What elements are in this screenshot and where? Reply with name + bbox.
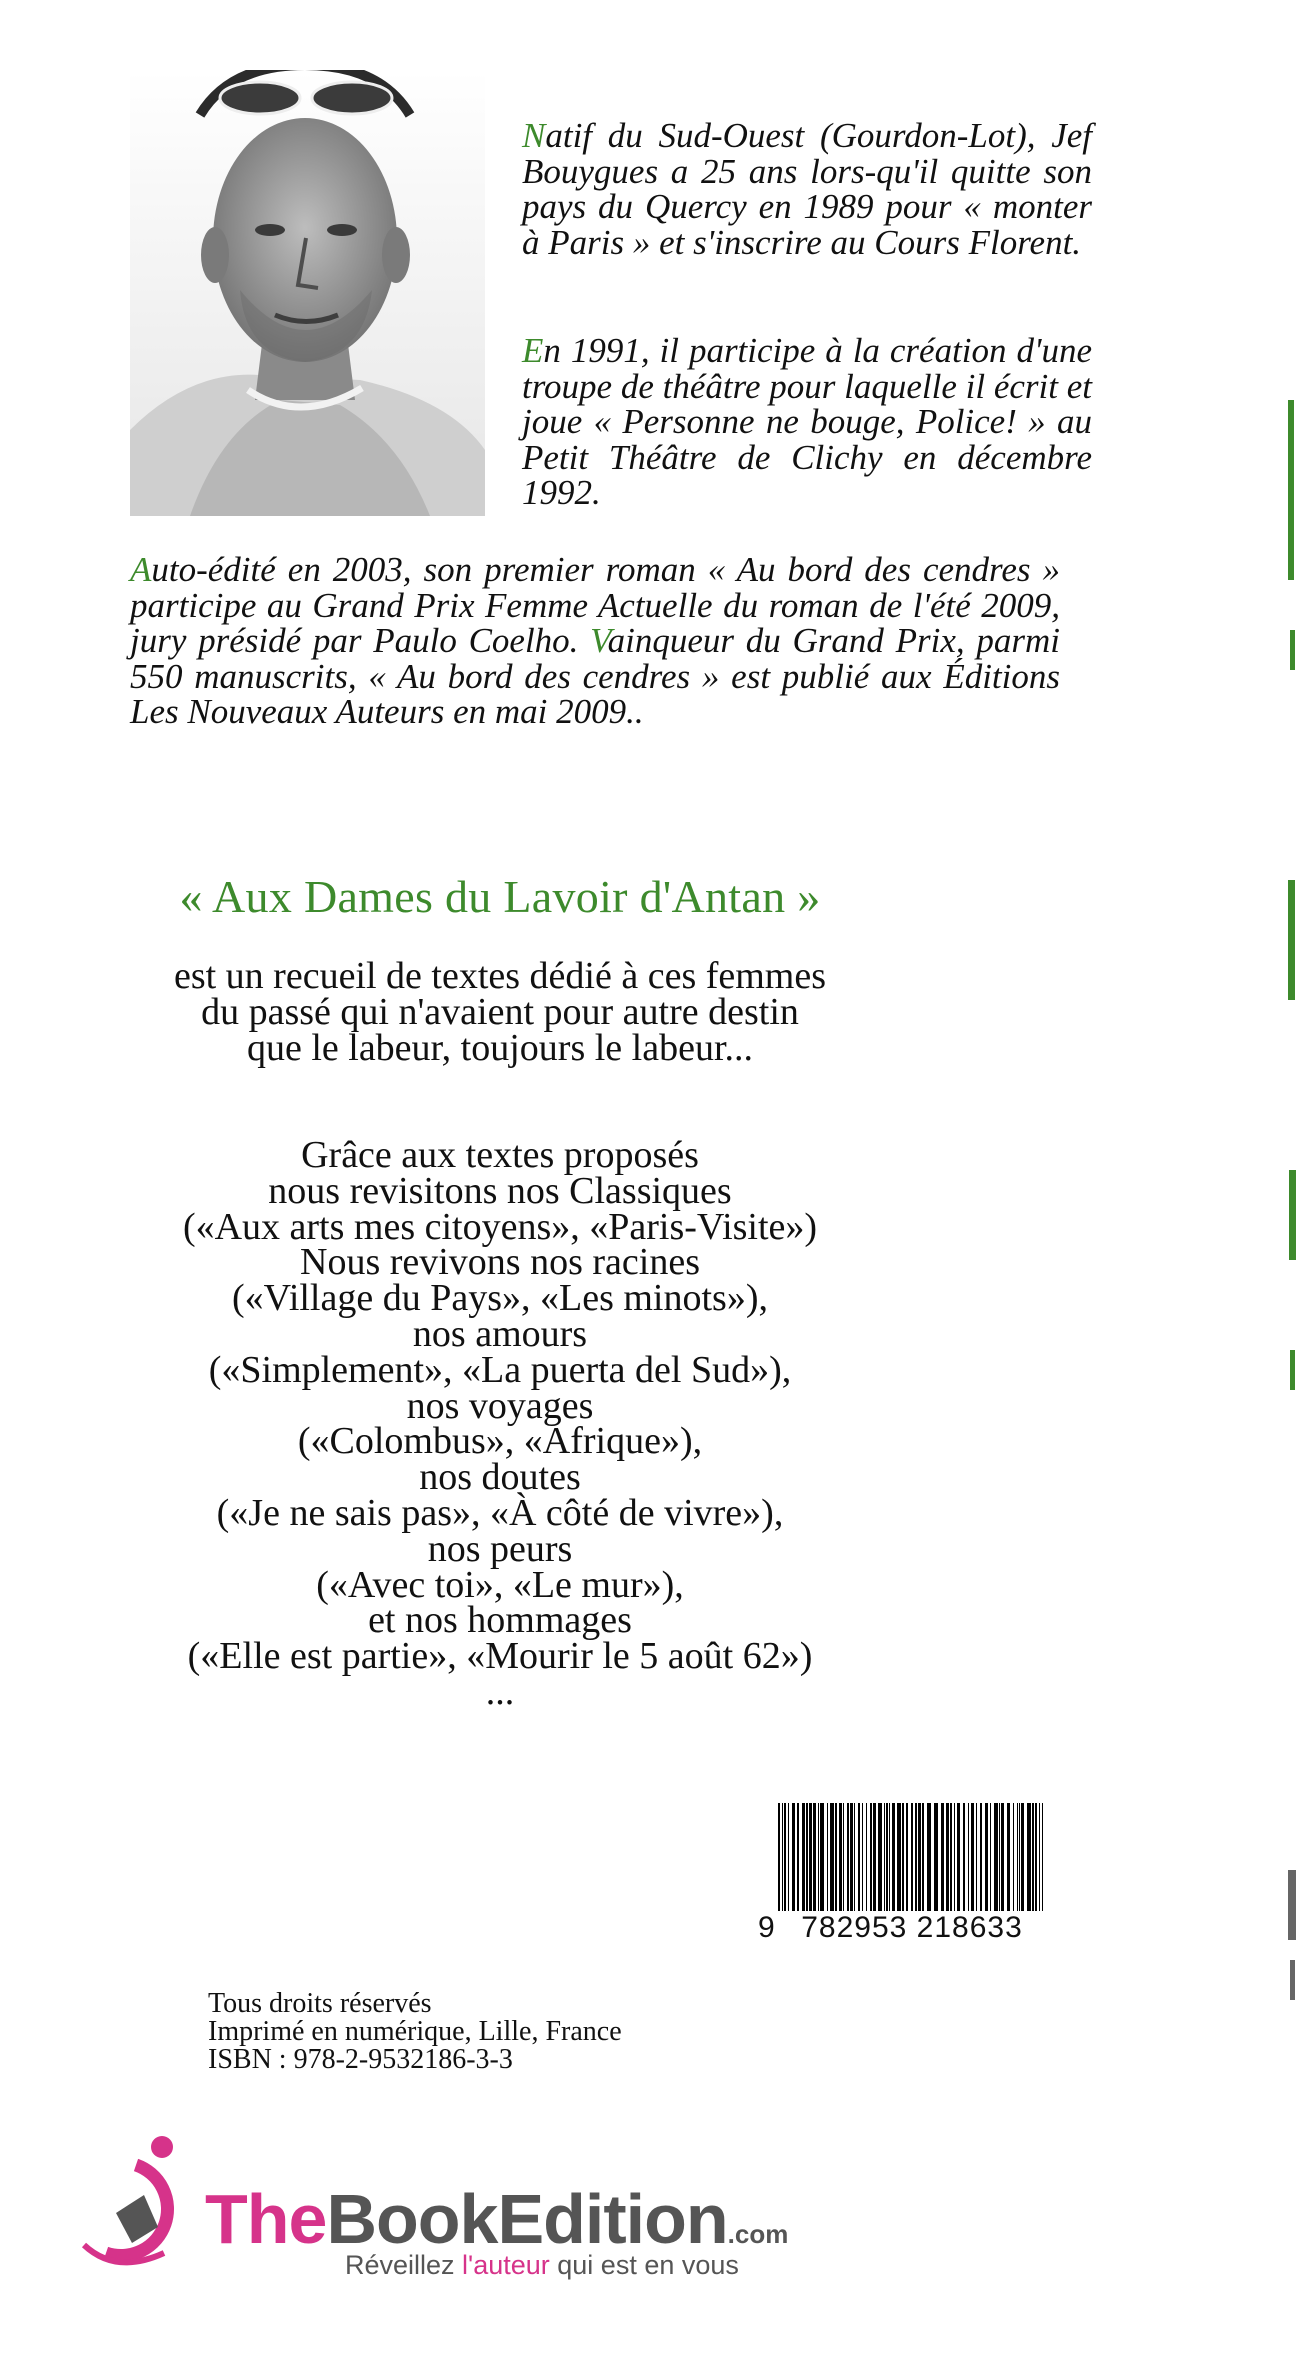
- barcode-bar: [839, 1803, 842, 1913]
- barcode-bar: [892, 1803, 895, 1913]
- barcode-bar: [999, 1803, 1000, 1913]
- bio-paragraph-1: [522, 118, 1092, 260]
- contents-line: («Avec toi», «Le mur»),: [316, 1563, 684, 1606]
- bio-text: n 1991, il participe à la création d'une troupe de théâtre pour laquelle il écrit et joue « Personne ne bouge, Police! » au Petit Théâtre de Clichy en décembre 1992.: [522, 331, 1092, 512]
- barcode-bar: [1017, 1803, 1018, 1913]
- barcode-bar: [941, 1803, 944, 1913]
- isbn-line: ISBN : 978-2-9532186-3-3: [208, 2044, 513, 2075]
- barcode-bar: [843, 1803, 844, 1913]
- bio-text: ainqueur du Grand Prix, parmi 550 manuscrits, « Au bord des cendres » est publié aux Éditions Les Nouveaux Auteurs en mai 2009..: [130, 621, 1061, 731]
- contents-line: nos voyages: [406, 1384, 594, 1427]
- barcode-bar: [878, 1803, 882, 1913]
- barcode-bar: [889, 1803, 890, 1913]
- barcode-bar: [963, 1803, 965, 1913]
- barcode-bar: [818, 1803, 819, 1913]
- barcode-bar: [854, 1803, 855, 1913]
- barcode-bar: [835, 1803, 837, 1913]
- barcode-lead-digit: 9: [758, 1911, 775, 1944]
- logo-the: The: [205, 2180, 327, 2258]
- publisher-tagline: [345, 2250, 739, 2281]
- description-line: du passé qui n'avaient pour autre destin: [201, 991, 799, 1033]
- barcode-bar: [946, 1803, 949, 1913]
- barcode-bar: [971, 1803, 974, 1913]
- barcode-bar: [850, 1803, 853, 1913]
- copyright-block: [208, 1990, 908, 2074]
- rights-line: Tous droits réservés: [208, 1988, 432, 2019]
- printing-line: Imprimé en numérique, Lille, France: [208, 2016, 622, 2047]
- barcode-bar: [784, 1803, 786, 1913]
- contents-line: («Simplement», «La puerta del Sud»),: [208, 1348, 792, 1391]
- barcode-bar: [950, 1803, 952, 1913]
- book-title: « Aux Dames du Lavoir d'Antan »: [179, 871, 821, 922]
- description-line: que le labeur, toujours le labeur...: [246, 1027, 754, 1069]
- contents-line: nous revisitons nos Classiques: [268, 1169, 732, 1212]
- bio-paragraph-3: [130, 552, 1060, 730]
- contents-line: («Colombus», «Afrique»),: [297, 1420, 703, 1463]
- barcode-digits: 782953 218633: [778, 1911, 1046, 1945]
- barcode-bar: [902, 1803, 904, 1913]
- tagline-highlight: l'auteur: [462, 2250, 550, 2280]
- logo-com: .com: [727, 2219, 789, 2249]
- barcode-bar: [866, 1803, 867, 1913]
- tagline-part: qui est en vous: [549, 2250, 739, 2280]
- barcode-bar: [873, 1803, 876, 1913]
- barcode-bar: [806, 1803, 808, 1913]
- barcode-bar: [1021, 1803, 1024, 1913]
- barcode-bar: [922, 1803, 924, 1913]
- barcode-bar: [827, 1803, 828, 1913]
- contents-line: («Je ne sais pas», «À côté de vivre»),: [216, 1491, 784, 1534]
- barcode-bar: [994, 1803, 998, 1913]
- barcode-bar: [792, 1803, 795, 1913]
- barcode-bar: [886, 1803, 888, 1913]
- contents-line: Grâce aux textes proposés: [301, 1134, 699, 1176]
- contents-line: ...: [485, 1670, 515, 1713]
- drop-letter: N: [522, 116, 546, 155]
- barcode-bar: [918, 1803, 921, 1913]
- barcode-bar: [1001, 1803, 1004, 1913]
- barcode-bar: [927, 1803, 931, 1913]
- barcode-bar: [788, 1803, 789, 1913]
- barcode-bar: [1035, 1803, 1037, 1913]
- contents-line: Nous revivons nos racines: [300, 1241, 700, 1284]
- barcode-bar: [1013, 1803, 1014, 1913]
- drop-letter: V: [590, 621, 608, 660]
- barcode-bar: [1032, 1803, 1034, 1913]
- tagline-part: Réveillez: [345, 2250, 463, 2280]
- barcode-bar: [858, 1803, 860, 1913]
- contents-line: («Elle est partie», «Mourir le 5 août 62»): [187, 1635, 813, 1678]
- barcode-bar: [1007, 1803, 1010, 1913]
- logo-bookedition: BookEdition: [326, 2180, 728, 2258]
- barcode-bar: [897, 1803, 901, 1913]
- contents-line: et nos hommages: [368, 1599, 632, 1642]
- barcode-bar: [884, 1803, 885, 1913]
- spine-edge: [1280, 0, 1300, 2363]
- barcode-bar: [906, 1803, 908, 1913]
- portrait-image: [130, 70, 485, 516]
- book-contents: [0, 1134, 1000, 1713]
- barcode-bar: [847, 1803, 849, 1913]
- barcode-bar: [820, 1803, 824, 1913]
- barcode-bar: [809, 1803, 812, 1913]
- barcode-bar: [1019, 1803, 1020, 1913]
- barcode-bar: [968, 1803, 969, 1913]
- barcode-bar: [954, 1803, 955, 1913]
- barcode-bar: [797, 1803, 799, 1913]
- drop-letter: E: [522, 331, 544, 370]
- barcode-bar: [830, 1803, 834, 1913]
- barcode-bar: [980, 1803, 982, 1913]
- thebookedition-logo-icon: [76, 2135, 196, 2270]
- bio-paragraph-2: [522, 333, 1092, 511]
- barcode-bar: [802, 1803, 805, 1913]
- bio-text: uto-édité en 2003, son premier roman « Au bord des cendres » participe au Grand Prix Femme Actuelle du roman de l'été 2009, jury présidé par Paulo Coelho.: [130, 550, 1060, 660]
- contents-line: («Aux arts mes citoyens», «Paris-Visite»): [182, 1205, 818, 1248]
- barcode-bar: [870, 1803, 872, 1913]
- barcode-bar: [862, 1803, 863, 1913]
- contents-line: nos peurs: [427, 1527, 573, 1570]
- barcode-bar: [957, 1803, 960, 1913]
- barcode-bar: [813, 1803, 816, 1913]
- contents-line: («Village du Pays», «Les minots»),: [232, 1277, 768, 1320]
- barcode-bar: [976, 1803, 977, 1913]
- drop-letter: A: [130, 550, 152, 589]
- author-portrait: [130, 70, 485, 516]
- barcode-bar: [934, 1803, 938, 1913]
- bio-text: atif du Sud-Ouest (Gourdon-Lot), Jef Bouygues a 25 ans lors-qu'il quitte son pays du Quercy en 1989 pour « monter à Paris » et s'inscrire au Cours Florent.: [522, 116, 1092, 262]
- description-line: est un recueil de textes dédié à ces femmes: [173, 955, 827, 997]
- book-description: [0, 955, 1000, 1069]
- contents-line: nos doutes: [419, 1456, 581, 1499]
- barcode-bar: [1027, 1803, 1031, 1913]
- barcode-bar: [990, 1803, 991, 1913]
- barcode-bar: [985, 1803, 988, 1913]
- barcode: [758, 1803, 1046, 1944]
- contents-line: nos amours: [412, 1312, 588, 1355]
